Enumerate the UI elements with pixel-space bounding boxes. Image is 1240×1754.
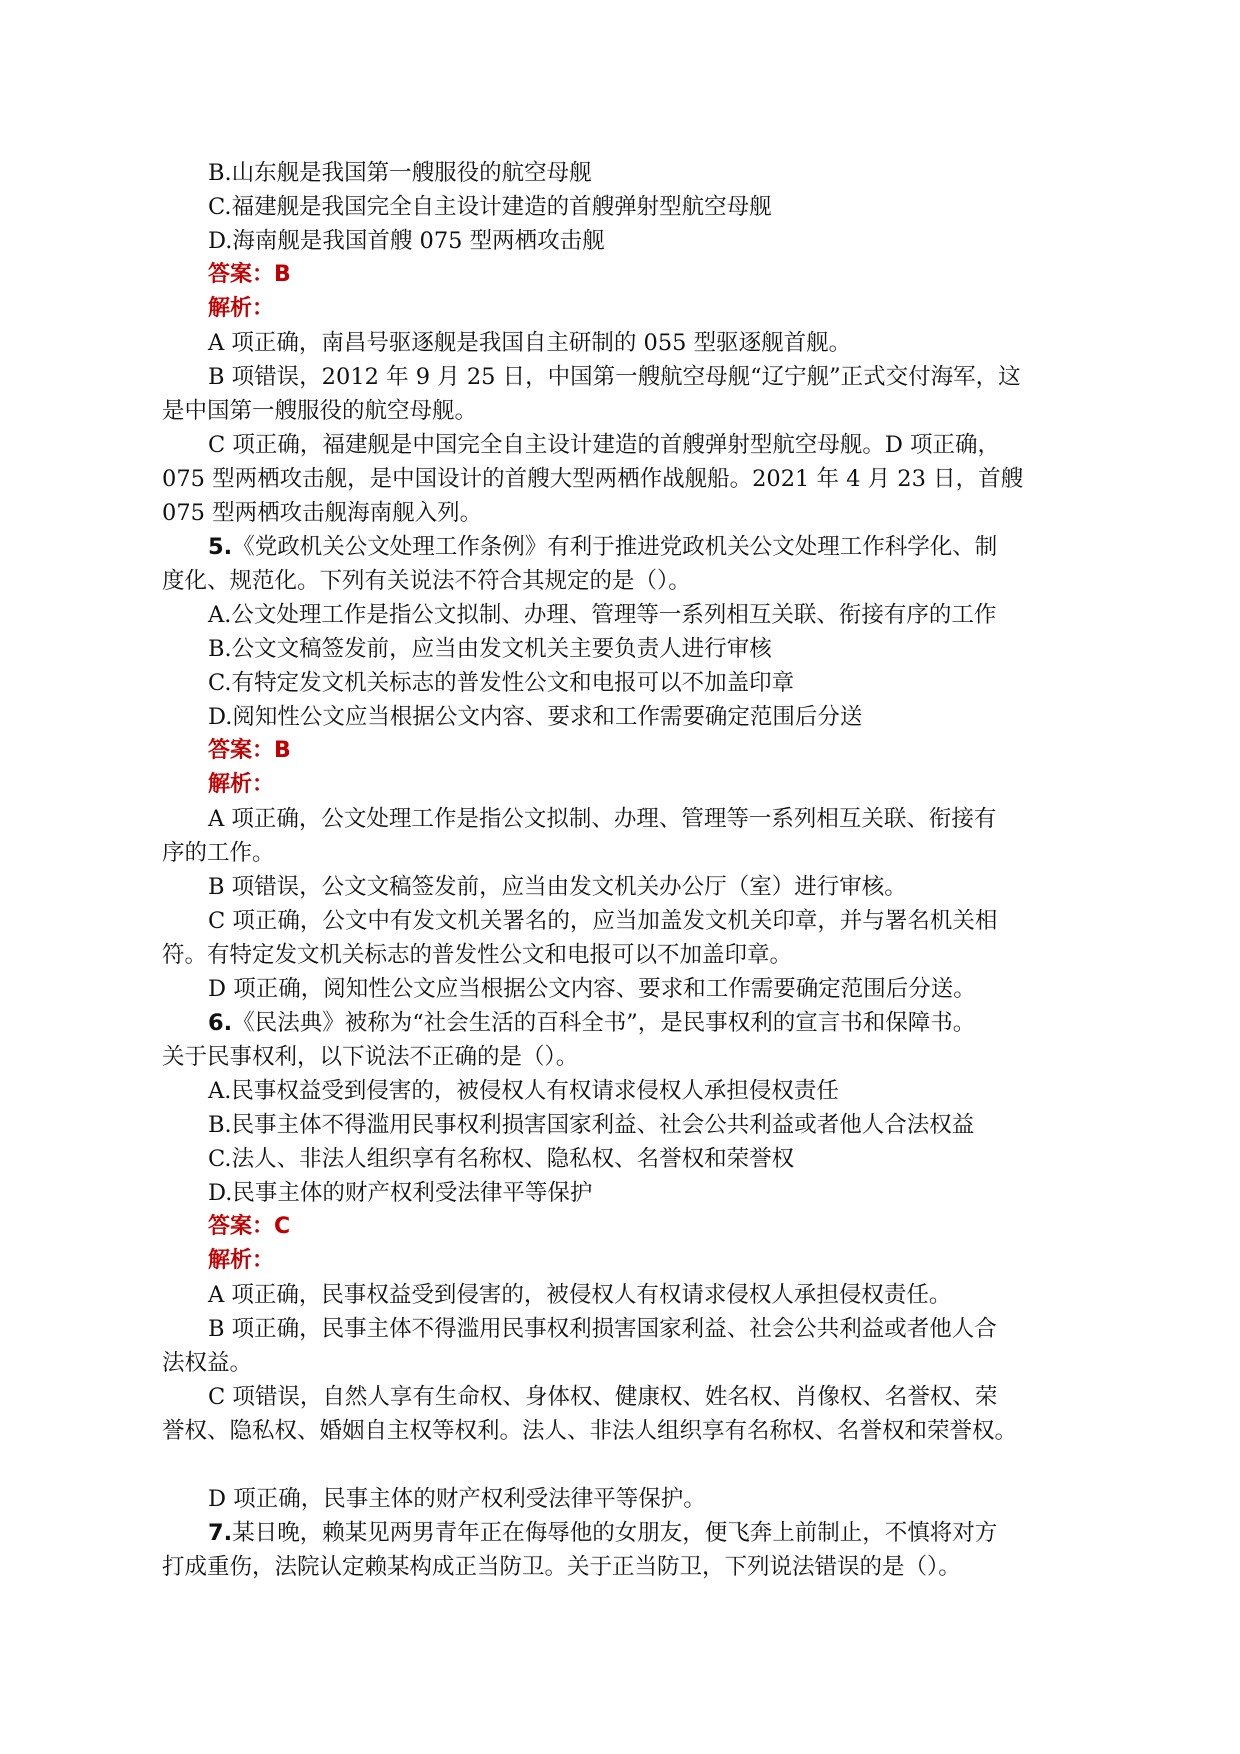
q5-stem-line2: 度化、规范化。下列有关说法不符合其规定的是（）。 xyxy=(162,568,691,594)
q6-answer: 答案：C xyxy=(208,1214,291,1239)
q6-stem-line1 xyxy=(162,1006,1092,1040)
q5-option-d: D.阅知性公文应当根据公文内容、要求和工作需要确定范围后分送 xyxy=(208,704,863,730)
q5-analysis-a-line1: A 项正确，公文处理工作是指公文拟制、办理、管理等一系列相互关联、衔接有 xyxy=(208,806,997,832)
q7-stem-line2: 打成重伤，法院认定赖某构成正当防卫。关于正当防卫，下列说法错误的是（）。 xyxy=(162,1554,961,1580)
q5-analysis-d: D 项正确，阅知性公文应当根据公文内容、要求和工作需要确定范围后分送。 xyxy=(208,976,976,1002)
q4-analysis-b-line2: 是中国第一艘服役的航空母舰。 xyxy=(162,398,478,424)
q5-stem-line1 xyxy=(162,530,1092,564)
q5-analysis-label: 解析： xyxy=(208,772,275,797)
q5-analysis-c-line2: 符。有特定发文机关标志的普发性公文和电报可以不加盖印章。 xyxy=(162,942,793,968)
q6-stem-text: 《民法典》被称为“社会生活的百科全书”，是民事权利的宣言书和保障书。 xyxy=(232,1010,976,1036)
q7-stem-text: 某日晚，赖某见两男青年正在侮辱他的女朋友，便飞奔上前制止，不慎将对方 xyxy=(232,1520,998,1546)
q6-option-c: C.法人、非法人组织享有名称权、隐私权、名誉权和荣誉权 xyxy=(208,1146,795,1172)
q5-analysis-a-line2: 序的工作。 xyxy=(162,840,275,866)
q4-option-d: D.海南舰是我国首艘 075 型两栖攻击舰 xyxy=(208,228,605,254)
q4-analysis-c-line2: 075 型两栖攻击舰，是中国设计的首艘大型两栖作战舰船。2021 年 4 月 23 日，首艘 xyxy=(162,466,1024,492)
q6-analysis-b-line1: B 项正确，民事主体不得滥用民事权利损害国家利益、社会公共利益或者他人合 xyxy=(208,1316,997,1342)
q4-analysis-label: 解析： xyxy=(208,296,275,321)
q4-analysis-c-line3: 075 型两栖攻击舰海南舰入列。 xyxy=(162,500,483,526)
q7-number: 7. xyxy=(208,1520,233,1546)
page-content xyxy=(162,156,1092,1584)
q5-option-a: A.公文处理工作是指公文拟制、办理、管理等一系列相互关联、衔接有序的工作 xyxy=(208,602,997,628)
q5-option-b: B.公文文稿签发前，应当由发文机关主要负责人进行审核 xyxy=(208,636,772,662)
q4-analysis-b-line1: B 项错误，2012 年 9 月 25 日，中国第一艘航空母舰“辽宁舰”正式交付海军，这 xyxy=(208,364,1021,390)
q7-stem-line1 xyxy=(162,1516,1092,1550)
q4-answer: 答案：B xyxy=(208,262,291,287)
q6-stem-line2: 关于民事权利，以下说法不正确的是（）。 xyxy=(162,1044,579,1070)
q5-stem-text: 《党政机关公文处理工作条例》有利于推进党政机关公文处理工作科学化、制 xyxy=(232,534,998,560)
q6-analysis-c-line2: 誉权、隐私权、婚姻自主权等权利。法人、非法人组织享有名称权、名誉权和荣誉权。 xyxy=(162,1418,1018,1444)
q4-analysis-c-line1: C 项正确，福建舰是中国完全自主设计建造的首艘弹射型航空母舰。D 项正确， xyxy=(208,432,1001,458)
q4-option-b: B.山东舰是我国第一艘服役的航空母舰 xyxy=(208,160,592,186)
q4-option-c: C.福建舰是我国完全自主设计建造的首艘弹射型航空母舰 xyxy=(208,194,772,220)
q5-answer: 答案：B xyxy=(208,738,291,763)
paragraph-gap xyxy=(162,1448,1092,1482)
q6-analysis-label: 解析： xyxy=(208,1248,275,1273)
q5-analysis-c-line1: C 项正确，公文中有发文机关署名的，应当加盖发文机关印章，并与署名机关相 xyxy=(208,908,998,934)
q6-analysis-b-line2: 法权益。 xyxy=(162,1350,253,1376)
q5-number: 5. xyxy=(208,534,233,560)
q6-option-a: A.民事权益受到侵害的，被侵权人有权请求侵权人承担侵权责任 xyxy=(208,1078,839,1104)
q5-option-c: C.有特定发文机关标志的普发性公文和电报可以不加盖印章 xyxy=(208,670,795,696)
q4-analysis-a: A 项正确，南昌号驱逐舰是我国自主研制的 055 型驱逐舰首舰。 xyxy=(208,330,852,356)
q6-number: 6. xyxy=(208,1010,233,1036)
q6-analysis-c-line1: C 项错误，自然人享有生命权、身体权、健康权、姓名权、肖像权、名誉权、荣 xyxy=(208,1384,998,1410)
q6-analysis-a: A 项正确，民事权益受到侵害的，被侵权人有权请求侵权人承担侵权责任。 xyxy=(208,1282,952,1308)
q6-option-b: B.民事主体不得滥用民事权利损害国家利益、社会公共利益或者他人合法权益 xyxy=(208,1112,975,1138)
q6-analysis-d: D 项正确，民事主体的财产权利受法律平等保护。 xyxy=(208,1486,706,1512)
q5-analysis-b: B 项错误，公文文稿签发前，应当由发文机关办公厅（室）进行审核。 xyxy=(208,874,907,900)
q6-option-d: D.民事主体的财产权利受法律平等保护 xyxy=(208,1180,593,1206)
